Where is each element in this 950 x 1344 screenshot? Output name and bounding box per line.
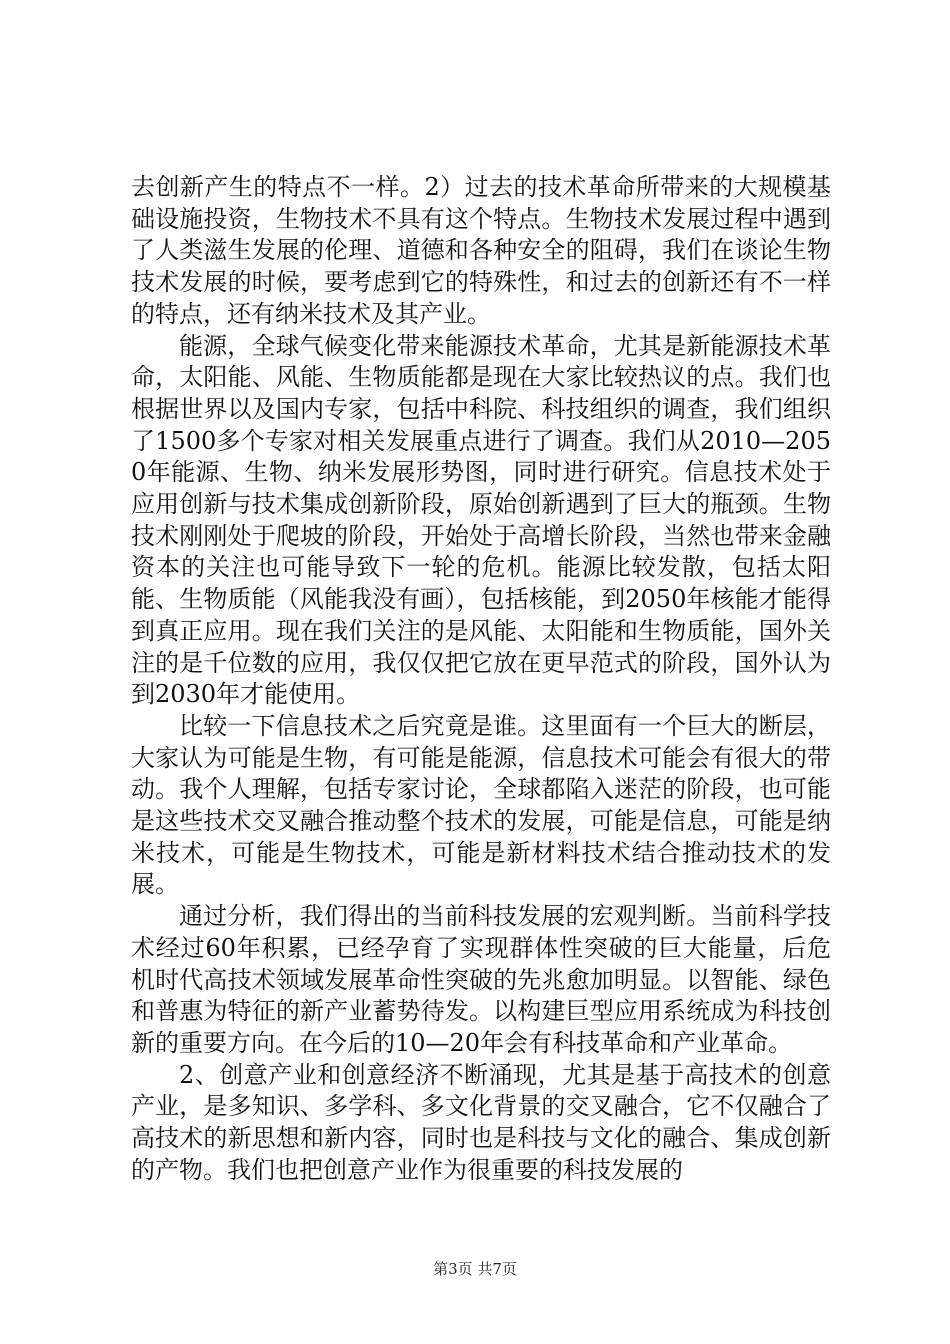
page-footer: 第3页 共7页 <box>433 1260 517 1278</box>
paragraph-comparison: 比较一下信息技术之后究竟是谁。这里面有一个巨大的断层，大家认为可能是生物，有可能是能源，信息技术可能会有很大的带动。我个人理解，包括专家讨论，全球都陷入迷茫的阶段，也可能是这些技术交叉融合推动整个技术的发展，可能是信息，可能是纳米技术，可能是生物技术，可能是新材料技术结合推动技术的发展。 <box>131 711 831 899</box>
paragraph-continuation: 去创新产生的特点不一样。2）过去的技术革命所带来的大规模基础设施投资，生物技术不具有这个特点。生物技术发展过程中遇到了人类滋生发展的伦理、道德和各种安全的阻碍，我们在谈论生物技术发展的时候，要考虑到它的特殊性，和过去的创新还有不一样的特点，还有纳米技术及其产业。 <box>131 173 831 328</box>
paragraph-energy: 能源，全球气候变化带来能源技术革命，尤其是新能源技术革命，太阳能、风能、生物质能都是现在大家比较热议的点。我们也根据世界以及国内专家，包括中科院、科技组织的调查，我们组织了1500多个专家对相关发展重点进行了调查。我们从2010—2050年能源、生物、纳米发展形势图，同时进行研究。信息技术处于应用创新与技术集成创新阶段，原始创新遇到了巨大的瓶颈。生物技术刚刚处于爬坡的阶段，开始处于高增长阶段，当然也带来金融资本的关注也可能导致下一轮的危机。能源比较发散，包括太阳能、生物质能（风能我没有画），包括核能，到2050年核能才能得到真正应用。现在我们关注的是风能、太阳能和生物质能，国外关注的是千位数的应用，我仅仅把它放在更早范式的阶段，国外认为到2030年才能使用。 <box>131 331 831 709</box>
paragraph-analysis: 通过分析，我们得出的当前科技发展的宏观判断。当前科学技术经过60年积累，已经孕育了实现群体性突破的巨大能量，后危机时代高技术领域发展革命性突破的先兆愈加明显。以智能、绿色和普惠为特征的新产业蓄势待发。以构建巨型应用系统成为科技创新的重要方向。在今后的10—20年会有科技革命和产业革命。 <box>131 902 831 1057</box>
paragraph-creative-industry: 2、创意产业和创意经济不断涌现，尤其是基于高技术的创意产业，是多知识、多学科、多文化背景的交叉融合，它不仅融合了高技术的新思想和新内容，同时也是科技与文化的融合、集成创新的产物。我们也把创意产业作为很重要的科技发展的 <box>131 1060 831 1184</box>
document-body <box>131 172 831 1187</box>
